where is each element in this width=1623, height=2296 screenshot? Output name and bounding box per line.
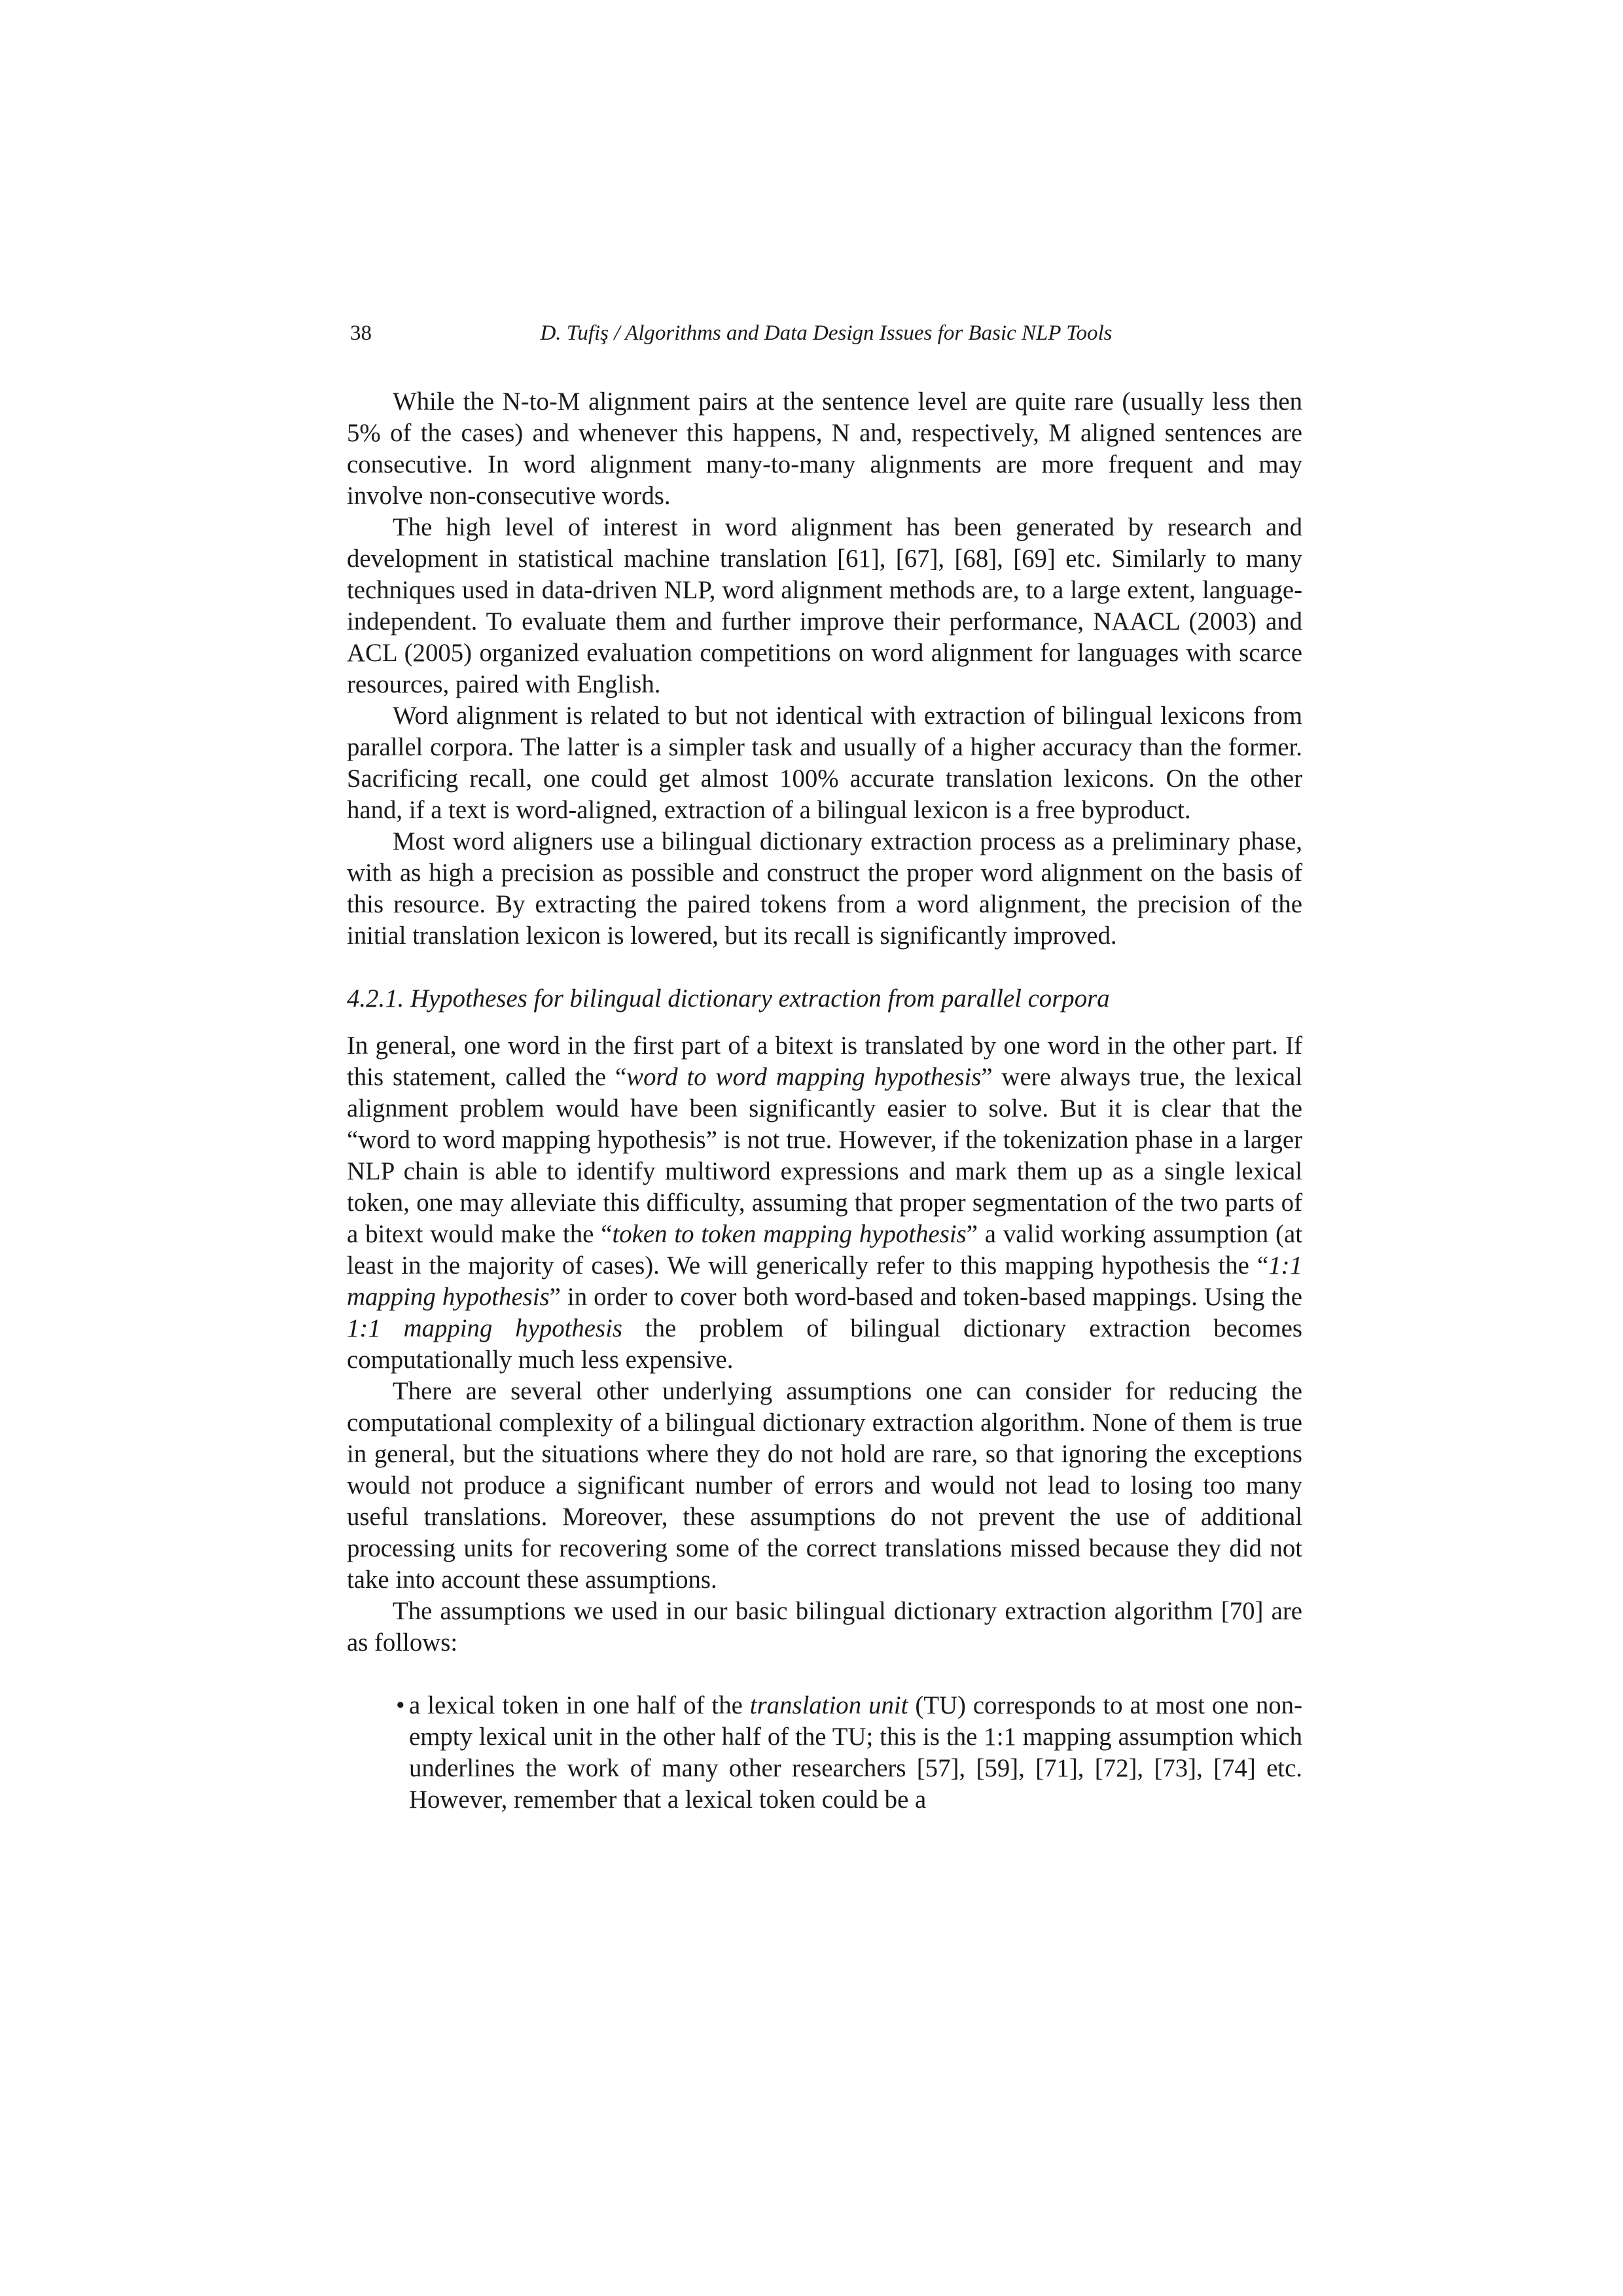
emphasis: token to token mapping hypothesis [612, 1220, 967, 1248]
paragraph-4: Most word aligners use a bilingual dictionary extraction process as a preliminary phase, with as high a precision as possible and construct the proper word alignment on the basis of this resource. By extracting the paired tokens from a word alignment, the precision of the initial translation lexicon is lowered, but its recall is significantly improved. [347, 827, 1302, 950]
text-span: ” in order to cover both word-based and token-based mappings. Using the [549, 1283, 1302, 1311]
page-header [350, 319, 1302, 348]
text-span: the problem of bilingual dictionary extraction becomes computationally much less expensive. [347, 1314, 1302, 1374]
emphasis: word to word mapping hypothesis [626, 1063, 982, 1091]
paragraph-5 [347, 1030, 1302, 1376]
text-span: ” a valid working assumption (at least in the majority of cases). We will generically refer to this mapping hypothesis the “ [347, 1220, 1302, 1280]
text-span: In general, one word in the first part of a bitext is translated by one word in the other part. If this statement, called the “ [347, 1031, 1302, 1091]
body-text [347, 386, 1302, 1816]
paragraph-3: Word alignment is related to but not identical with extraction of bilingual lexicons from parallel corpora. The latter is a simpler task and usually of a higher accuracy than the former. Sacrificing recall, one could get almost 100% accurate translation lexicons. On the other hand, if a text is word-aligned, extraction of a bilingual lexicon is a free byproduct. [347, 702, 1302, 824]
assumption-list [347, 1690, 1302, 1816]
text-span: a lexical token in one half of the [409, 1691, 750, 1719]
emphasis: translation unit [749, 1691, 908, 1719]
section-heading: 4.2.1. Hypotheses for bilingual dictionary extraction from parallel corpora [347, 984, 1110, 1013]
paragraph-1: While the N-to-M alignment pairs at the sentence level are quite rare (usually less then 5% of the cases) and whenever this happens, N and, respectively, M aligned sentences are consecutive. In word alignment many-to-many alignments are more frequent and may involve non-consecutive words. [347, 387, 1302, 510]
bullet-marker: • [396, 1691, 405, 1719]
running-title: D. Tufiş / Algorithms and Data Design Issues for Basic NLP Tools [540, 321, 1113, 345]
page-number: 38 [350, 321, 372, 345]
list-item [347, 1690, 1302, 1816]
emphasis: 1:1 mapping hypothesis [347, 1251, 1302, 1311]
paragraph-2: The high level of interest in word alignment has been generated by research and development in statistical machine translation [61], [67], [68], [69] etc. Similarly to many techniques used in data-driven NLP, word alignment methods are, to a large extent, language-independent. To evaluate them and further improve their performance, NAACL (2003) and ACL (2005) organized evaluation competitions on word alignment for languages with scarce resources, paired with English. [347, 513, 1302, 698]
text-span: (TU) corresponds to at most one non-empty lexical unit in the other half of the TU; this is the 1:1 mapping assumption which underlines the work of many other researchers [57], [59], [71], [72], [73], [74] etc. However, remember that a lexical token could be a [409, 1691, 1303, 1814]
paragraph-6: There are several other underlying assumptions one can consider for reducing the computational complexity of a bilingual dictionary extraction algorithm. None of them is true in general, but the situations where they do not hold are rare, so that ignoring the exceptions would not produce a significant number of errors and would not lead to losing too many useful translations. Moreover, these assumptions do not prevent the use of additional processing units for recovering some of the correct translations missed because they did not take into account these assumptions. [347, 1377, 1302, 1594]
text-span: ” were always true, the lexical alignment problem would have been significantly easier to solve. But it is clear that the “word to word mapping hypothesis” is not true. However, if the tokenization phase in a larger NLP chain is able to identify multiword expressions and mark them up as a single lexical token, one may alleviate this difficulty, assuming that proper segmentation of the two parts of a bitext would make the “ [347, 1063, 1302, 1248]
emphasis: 1:1 mapping hypothesis [347, 1314, 622, 1342]
paragraph-7: The assumptions we used in our basic bilingual dictionary extraction algorithm [70] are as follows: [347, 1597, 1302, 1657]
list-item-text [409, 1691, 1302, 1814]
